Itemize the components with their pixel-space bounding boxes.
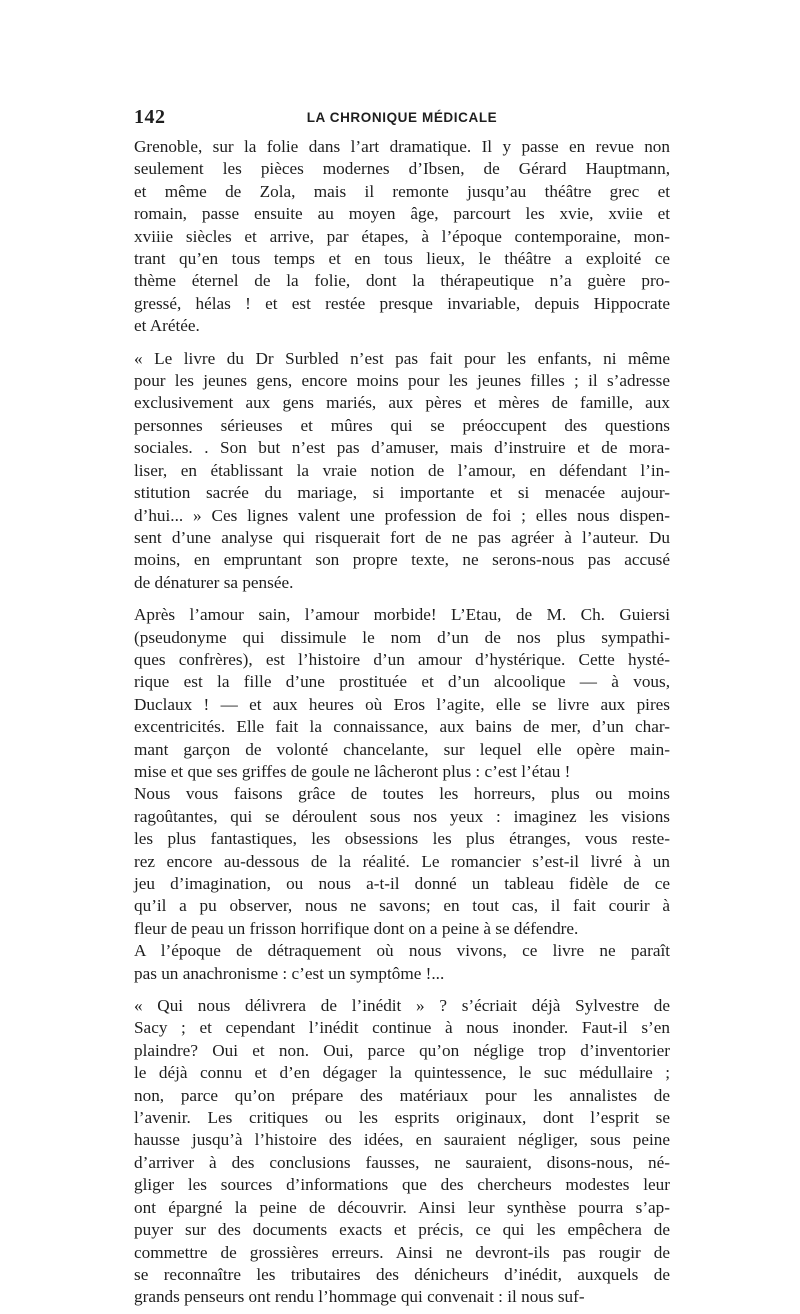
text-line: commettre de grossières erreurs. Ainsi ne devront-ils pas rougir de — [134, 1242, 670, 1262]
text-line: jeu d’imagination, ou nous a-t-il donné un tableau fidèle de ce — [134, 874, 670, 893]
text-line: puyer sur des documents exacts et précis, ce qui les empêchera de — [134, 1220, 670, 1240]
paragraph — [134, 783, 670, 940]
text-line: Nous vous faisons grâce de toutes les horreurs, plus ou moins — [134, 784, 670, 804]
text-line: plaindre? Oui et non. Oui, parce qu’on néglige trop d’inventorier — [134, 1040, 670, 1060]
paragraph — [134, 348, 670, 594]
text-line: ragoûtantes, qui se déroulent sous nos yeux : imaginez les visions — [134, 806, 670, 826]
paragraph — [134, 604, 670, 783]
text-line: et même de Zola, mais il remonte jusqu’au théâtre grec et — [134, 181, 670, 201]
text-line: se reconnaître les tributaires des dénicheurs d’inédit, auxquels de — [134, 1264, 670, 1284]
text-line: liser, en établissant la vraie notion de l’amour, en défendant l’in- — [134, 460, 670, 480]
text-line: de dénaturer sa pensée. — [134, 572, 294, 592]
text-line: le déjà connu et d’en dégager la quintessence, le suc médullaire ; — [134, 1063, 670, 1083]
text-line: Duclaux ! — et aux heures où Eros l’agite, elle se livre aux pires — [134, 694, 670, 714]
running-title: LA CHRONIQUE MÉDICALE — [306, 110, 498, 125]
text-line: pour les jeunes gens, encore moins pour les jeunes filles ; il s’adresse — [134, 371, 670, 391]
text-line: xviiie siècles et arrive, par étapes, à l’époque contemporaine, mon- — [134, 226, 670, 246]
paragraph — [134, 995, 670, 1309]
text-line: Grenoble, sur la folie dans l’art dramatique. Il y passe en revue non — [134, 137, 670, 156]
text-line: pas un anachronisme : c’est un symptôme !... — [134, 963, 445, 983]
text-line: « Qui nous délivrera de l’inédit » ? s’écriait déjà Sylvestre de — [134, 996, 670, 1016]
page-header — [134, 106, 670, 128]
text-line: stitution sacrée du mariage, si importante et si menacée aujour- — [134, 483, 670, 503]
text-line: l’avenir. Les critiques ou les esprits originaux, dont l’esprit se — [134, 1108, 670, 1128]
text-line: exclusivement aux gens mariés, aux pères et mères de famille, aux — [134, 393, 670, 413]
body-text — [134, 136, 670, 1309]
text-line: « Le livre du Dr Surbled n’est pas fait pour les enfants, ni même — [134, 348, 670, 368]
text-line: Sacy ; et cependant l’inédit continue à nous inonder. Faut-il s’en — [134, 1018, 670, 1038]
text-line: thème éternel de la folie, dont la thérapeutique n’a guère pro- — [134, 271, 670, 291]
paragraph — [134, 136, 670, 338]
text-line: gressé, hélas ! et est restée presque invariable, depuis Hippocrate — [134, 293, 670, 313]
text-line: non, parce qu’on prépare des matériaux pour les annalistes de — [134, 1085, 670, 1105]
text-line: mant garçon de volonté chancelante, sur lequel elle opère main- — [134, 739, 670, 759]
text-line: rez encore au-dessous de la réalité. Le romancier s’est-il livré à un — [134, 851, 670, 871]
text-line: gliger les sources d’informations que des chercheurs modestes leur — [134, 1175, 670, 1195]
text-line: d’hui... » Ces lignes valent une profession de foi ; elles nous dispen- — [134, 505, 670, 525]
text-line: A l’époque de détraquement où nous vivons, ce livre ne paraît — [134, 941, 670, 961]
text-line: trant qu’en tous temps et en tous lieux, le théâtre a exploité ce — [134, 249, 670, 269]
text-line: Après l’amour sain, l’amour morbide! L’Etau, de M. Ch. Guiersi — [134, 605, 670, 625]
text-line: moins, en empruntant son propre texte, ne serons-nous pas accusé — [134, 550, 670, 570]
text-line: (pseudonyme qui dissimule le nom d’un de nos plus sympathi- — [134, 627, 670, 647]
text-line: ont épargné la peine de découvrir. Ainsi leur synthèse pourra s’ap- — [134, 1197, 670, 1217]
paragraph — [134, 940, 670, 985]
text-line: ques confrères), est l’histoire d’un amour d’hystérique. Cette hysté- — [134, 649, 670, 669]
text-line: grands penseurs ont rendu l’hommage qui convenait : il nous suf- — [134, 1287, 585, 1307]
text-line: les plus fantastiques, les obsessions les plus étranges, vous reste- — [134, 829, 670, 849]
text-line: rique est la fille d’une prostituée et d’un alcoolique — à vous, — [134, 672, 670, 692]
text-line: qu’il a pu observer, nous ne savons; en tout cas, il fait courir à — [134, 896, 670, 916]
text-line: sent d’une analyse qui risquerait fort de ne pas agréer à l’auteur. Du — [134, 527, 670, 547]
text-line: hausse jusqu’à l’histoire des idées, en sauraient négliger, sous peine — [134, 1130, 670, 1150]
text-line: fleur de peau un frisson horrifique dont on a peine à se défendre. — [134, 918, 579, 938]
text-line: seulement les pièces modernes d’Ibsen, de Gérard Hauptmann, — [134, 159, 670, 179]
text-line: personnes sérieuses et mûres qui se préoccupent des questions — [134, 415, 670, 435]
text-line: sociales. . Son but n’est pas d’amuser, mais d’instruire et de mora- — [134, 438, 670, 458]
text-line: romain, passe ensuite au moyen âge, parcourt les xvie, xviie et — [134, 204, 670, 224]
page-number: 142 — [134, 106, 166, 128]
text-line: d’arriver à des conclusions fausses, ne sauraient, disons-nous, né- — [134, 1152, 670, 1172]
text-line: et Arétée. — [134, 316, 200, 336]
text-line: mise et que ses griffes de goule ne lâcheront plus : c’est l’étau ! — [134, 761, 571, 781]
text-line: excentricités. Elle fait la connaissance, aux bains de mer, d’un char- — [134, 717, 670, 737]
